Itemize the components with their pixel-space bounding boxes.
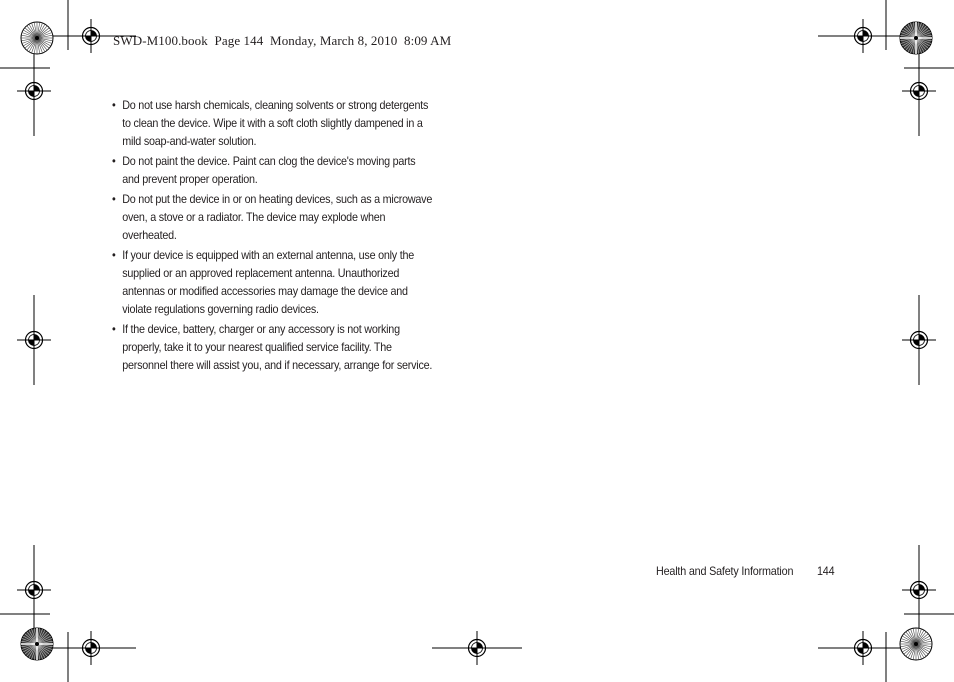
bullet-text: Do not paint the device. Paint can clog the device's moving parts and prevent proper operation. bbox=[122, 155, 416, 186]
slug-line: SWD-M100.book Page 144 Monday, March 8, 2010 8:09 AM bbox=[113, 33, 452, 48]
registration-mark-icon bbox=[902, 46, 936, 136]
registration-mark-icon bbox=[17, 545, 51, 635]
bullet-text: Do not use harsh chemicals, cleaning solvents or strong detergents to clean the device. Wipe it with a soft cloth slightly dampened in a mild soap-and-water solution. bbox=[122, 99, 429, 148]
color-wheel-icon bbox=[21, 22, 53, 54]
bullet-symbol: • bbox=[112, 193, 116, 206]
bullet-item bbox=[112, 247, 433, 319]
registration-mark-icon bbox=[818, 19, 908, 53]
bullet-symbol: • bbox=[112, 249, 116, 262]
bullet-symbol: • bbox=[112, 155, 116, 168]
page-number: 144 bbox=[817, 565, 835, 578]
color-wheel-icon bbox=[900, 22, 932, 54]
registration-mark-icon bbox=[902, 295, 936, 385]
footer-section-title: Health and Safety Information bbox=[656, 565, 794, 578]
color-wheel-icon bbox=[900, 628, 932, 660]
registration-mark-icon bbox=[46, 631, 136, 665]
bullet-item bbox=[112, 321, 433, 375]
registration-mark-icon bbox=[818, 631, 908, 665]
registration-mark-icon bbox=[432, 631, 522, 665]
bullet-symbol: • bbox=[112, 323, 116, 336]
registration-mark-icon bbox=[902, 545, 936, 635]
bullet-item bbox=[112, 153, 433, 189]
color-wheel-icon bbox=[21, 628, 53, 660]
bullet-item bbox=[112, 97, 433, 151]
registration-mark-icon bbox=[17, 295, 51, 385]
registration-mark-icon bbox=[17, 46, 51, 136]
bullet-item bbox=[112, 191, 433, 245]
bullet-symbol: • bbox=[112, 99, 116, 112]
bullet-text: If the device, battery, charger or any accessory is not working properly, take it to your nearest qualified service facility. The personnel there will assist you, and if necessary, arrange for service. bbox=[122, 323, 433, 372]
bullet-list bbox=[112, 97, 457, 377]
bullet-text: Do not put the device in or on heating devices, such as a microwave oven, a stove or a radiator. The device may explode when overheated. bbox=[122, 193, 433, 242]
bullet-text: If your device is equipped with an external antenna, use only the supplied or an approved replacement antenna. Unauthorized antennas or modified accessories may damage the device and violate regulations governing radio devices. bbox=[122, 249, 415, 316]
